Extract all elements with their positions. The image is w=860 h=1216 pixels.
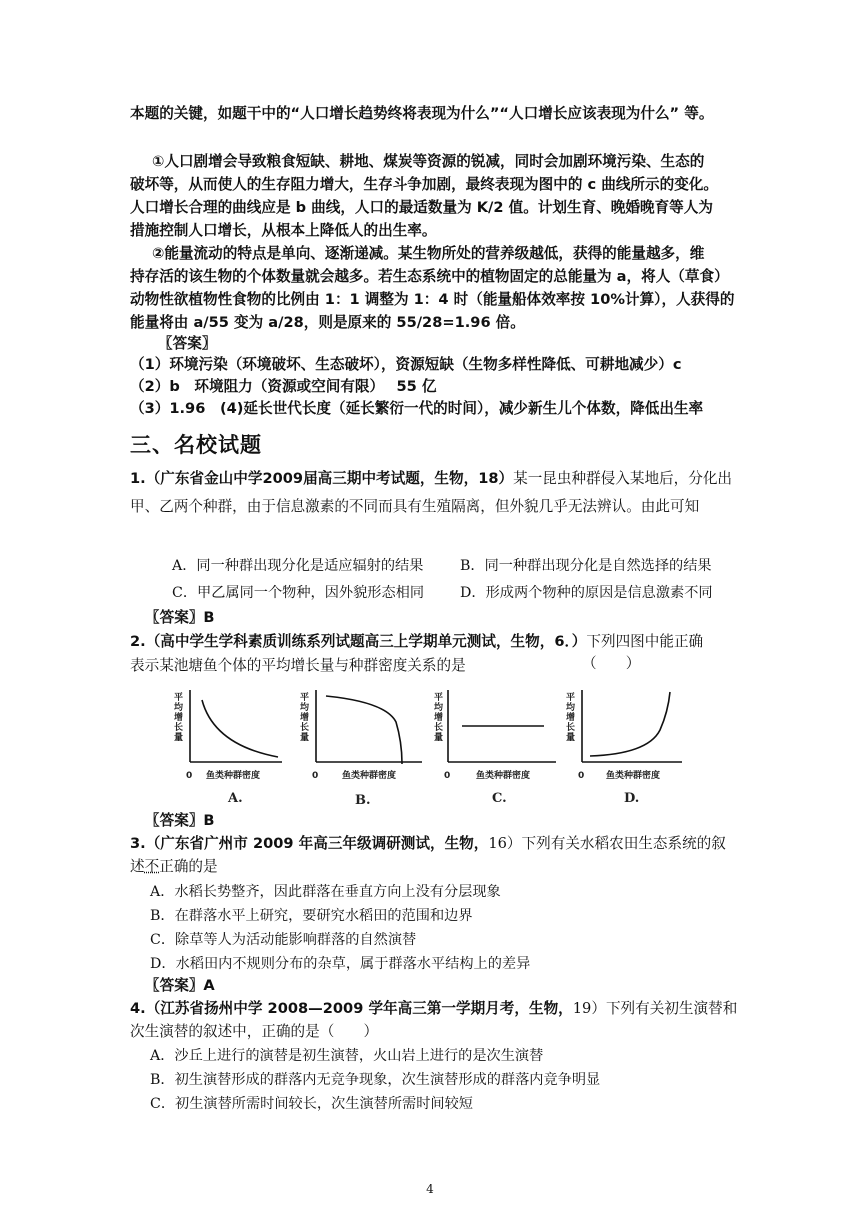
option-a: A．水稻长势整齐，因此群落在垂直方向上没有分层现象 (150, 884, 501, 900)
analysis-paragraph-2-line: 能量将由 a/55 变为 a/28，则是原来的 55/28=1.96 倍。 (130, 314, 525, 331)
question-1-line (130, 469, 732, 489)
question-number: 4. (130, 1000, 146, 1017)
graph-ylabel: 长 (566, 723, 576, 733)
graph-ylabel: 增 (566, 713, 576, 723)
answer-line: （1）环境污染（环境破坏、生态破坏），资源短缺（生物多样性降低、可耕地减少）c (130, 356, 682, 373)
graph-xlabel: 鱼类种群密度 (342, 771, 397, 781)
answer-blank: （ ） (582, 655, 641, 672)
question-source-tail: 19） (572, 1000, 606, 1017)
analysis-paragraph-1-line: ①人口剧增会导致粮食短缺、耕地、煤炭等资源的锐减，同时会加剧环境污染、生态的 (152, 153, 705, 170)
graph-origin: 0 (444, 771, 451, 781)
graph-ylabel: 增 (174, 713, 184, 723)
section-title: 三、名校试题 (130, 433, 262, 457)
answer-label: 〖答案〗 (158, 335, 217, 352)
graph-ylabel: 量 (434, 733, 444, 743)
analysis-paragraph-1-line: 人口增长合理的曲线应是 b 曲线，人口的最适数量为 K/2 值。计划生育、晚婚晚育等人为 (130, 199, 713, 216)
question-source: （广东省金山中学2009届高三期中考试题，生物，18） (145, 470, 514, 487)
graph-ylabel: 均 (434, 703, 444, 713)
graph-ylabel: 平 (300, 693, 310, 703)
option-a: A．沙丘上进行的演替是初生演替，火山岩上进行的是次生演替 (150, 1048, 544, 1064)
analysis-paragraph-2-line: 动物性欲植物性食物的比例由 1：1 调整为 1：4 时（能量船体效率按 10%计算），人获得的 (130, 291, 735, 308)
graph-a (174, 690, 282, 806)
analysis-paragraph-2-line: 持存活的该生物的个体数量就会越多。若生态系统中的植物固定的总能量为 a，将人（草食） (130, 268, 729, 285)
analysis-paragraph-1-line: 破坏等，从而使人的生存阻力增大，生存斗争加剧，最终表现为图中的 c 曲线所示的变化。 (130, 176, 718, 193)
question-source-tail: 16） (488, 835, 522, 852)
graph-d (566, 690, 682, 806)
option-b: B．在群落水平上研究，要研究水稻田的范围和边界 (150, 908, 473, 924)
option-c: C．除草等人为活动能影响群落的自然演替 (150, 932, 417, 948)
graph-b (300, 690, 422, 808)
graph-ylabel: 均 (566, 703, 576, 713)
graph-caption: C. (492, 791, 507, 806)
graph-origin: 0 (578, 771, 585, 781)
question-3-line (130, 834, 726, 854)
question-text: 下列有关水稻农田生态系统的叙 (521, 835, 726, 852)
question-answer: 〖答案〗B (145, 609, 215, 626)
graph-ylabel: 长 (174, 723, 184, 733)
graph-ylabel: 长 (300, 723, 310, 733)
graph-ylabel: 量 (566, 733, 576, 743)
graph-xlabel: 鱼类种群密度 (606, 771, 661, 781)
question-text: 正确的是 (159, 858, 218, 875)
graph-origin: 0 (312, 771, 319, 781)
graph-ylabel: 增 (300, 713, 310, 723)
graph-caption: B. (355, 793, 371, 808)
curve (590, 692, 670, 756)
option-a: A．同一种群出现分化是适应辐射的结果 (172, 558, 424, 574)
question-number: 3. (130, 835, 146, 852)
curve (326, 696, 402, 764)
answer-line: （3）1.96 (4)延长世代长度（延长繁衍一代的时间），减少新生儿个体数，降低出生率 (130, 400, 704, 417)
question-number: 2. (130, 633, 146, 650)
graph-ylabel: 增 (434, 713, 444, 723)
option-c: C．初生演替所需时间较长，次生演替所需时间较短 (150, 1096, 473, 1112)
graph-xlabel: 鱼类种群密度 (206, 771, 261, 781)
option-d: D．水稻田内不规则分布的杂草，属于群落水平结构上的差异 (150, 956, 531, 972)
question-answer: 〖答案〗B (145, 812, 215, 829)
graph-c (434, 690, 556, 806)
question-text: 某一昆虫种群侵入某地后，分化出 (513, 470, 733, 487)
graph-options (150, 680, 750, 810)
graph-ylabel: 量 (300, 733, 310, 743)
graph-ylabel: 均 (174, 703, 184, 713)
graph-ylabel: 平 (434, 693, 444, 703)
option-d: D．形成两个物种的原因是信息激素不同 (460, 585, 713, 601)
question-text: 述 (130, 858, 145, 875)
question-4-line: 次生演替的叙述中，正确的是（ ） (130, 1023, 379, 1040)
analysis-line: 本题的关键，如题干中的“人口增长趋势终将表现为什么”“人口增长应该表现为什么” 等。 (130, 105, 714, 122)
question-2-line: 表示某池塘鱼个体的平均增长量与种群密度关系的是 (130, 657, 466, 674)
question-source: （广东省广州市 2009 年高三年级调研测试，生物， (145, 835, 489, 852)
question-number: 1. (130, 470, 146, 487)
answer-line: （2）b 环境阻力（资源或空间有限） 55 亿 (130, 378, 437, 395)
option-b: B．同一种群出现分化是自然选择的结果 (460, 558, 712, 574)
graph-origin: 0 (186, 771, 193, 781)
graph-xlabel: 鱼类种群密度 (476, 771, 531, 781)
graph-ylabel: 平 (174, 693, 184, 703)
question-source: （高中学生学科素质训练系列试题高三上学期单元测试，生物，6．） (145, 633, 587, 650)
page-number: 4 (426, 1182, 434, 1196)
question-3-line (130, 857, 218, 877)
emphasis-not: 不 (144, 858, 160, 875)
question-2-line (130, 632, 703, 652)
curve (202, 700, 278, 757)
analysis-paragraph-2-line: ②能量流动的特点是单向、逐渐递减。某生物所处的营养级越低，获得的能量越多，维 (152, 245, 705, 262)
analysis-paragraph-1-line: 措施控制人口增长，从根本上降低人的出生率。 (130, 222, 437, 239)
graph-caption: D. (624, 791, 640, 806)
graph-caption: A. (228, 791, 243, 806)
graph-ylabel: 长 (434, 723, 444, 733)
question-1-line: 甲、乙两个种群，由于信息激素的不同而具有生殖隔离，但外貌几乎无法辨认。由此可知 (130, 498, 700, 515)
question-4-line (130, 999, 737, 1019)
option-b: B．初生演替形成的群落内无竞争现象，次生演替形成的群落内竞争明显 (150, 1072, 601, 1088)
question-text: 下列有关初生演替和 (605, 1000, 738, 1017)
graph-ylabel: 平 (566, 693, 576, 703)
graph-ylabel: 量 (174, 733, 184, 743)
question-text: 下列四图中能正确 (586, 633, 704, 650)
question-source: （江苏省扬州中学 2008—2009 学年高三第一学期月考，生物， (145, 1000, 573, 1017)
question-answer: 〖答案〗A (145, 977, 215, 994)
option-c: C．甲乙属同一个物种，因外貌形态相同 (172, 585, 425, 601)
graph-ylabel: 均 (300, 703, 310, 713)
